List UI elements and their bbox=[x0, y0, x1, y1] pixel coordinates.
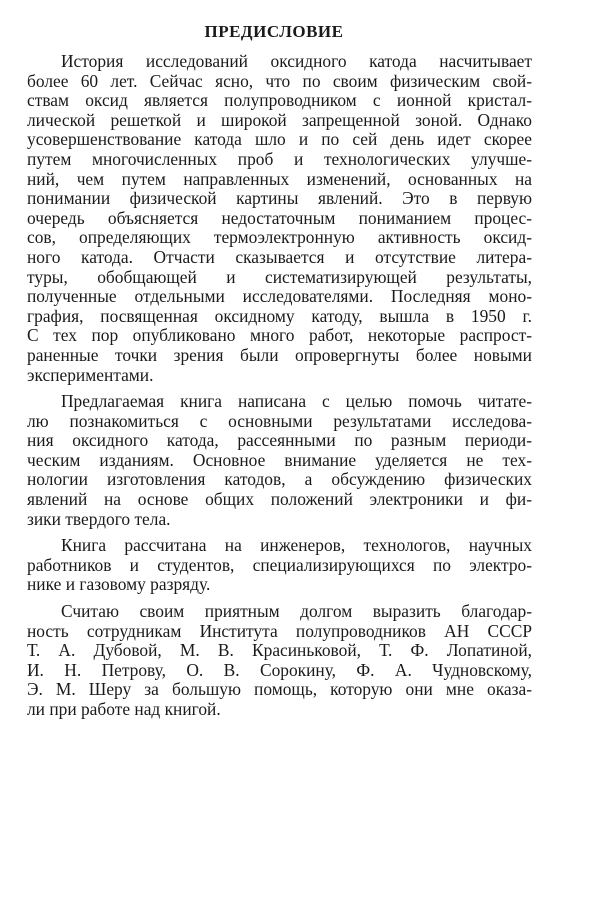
text-line: понимании физической картины явлений. Это в первую bbox=[27, 189, 532, 209]
text-line: Книга рассчитана на инженеров, технологов, научных bbox=[61, 536, 532, 556]
text-line: Т. А. Дубовой, М. В. Красиньковой, Т. Ф. Лопатиной, bbox=[27, 641, 532, 661]
text-line: Считаю своим приятным долгом выразить благодар- bbox=[61, 602, 532, 622]
paragraph bbox=[27, 52, 532, 385]
text-line: туры, обобщающей и систематизирующей результаты, bbox=[27, 267, 532, 287]
text-line: усовершенствование катода шло и по сей день идет скорее bbox=[27, 130, 532, 150]
text-line: ствам оксид является полупроводником с ионной кристал- bbox=[27, 91, 532, 111]
text-line: полученные отдельными исследователями. Последняя моно- bbox=[27, 287, 532, 307]
text-line: очередь объясняется недостаточным пониманием процес- bbox=[27, 208, 532, 228]
text-line: С тех пор опубликовано много работ, некоторые распрост- bbox=[27, 326, 532, 346]
text-line: работников и студентов, специализирующихся по электро- bbox=[27, 555, 532, 575]
text-line: ческим изданиям. Основное внимание уделяется не тех- bbox=[27, 450, 532, 470]
text-line: нике и газовому разряду. bbox=[27, 575, 211, 595]
text-line: История исследований оксидного катода насчитывает bbox=[61, 52, 532, 71]
text-line: более 60 лет. Сейчас ясно, что по своим физическим свой- bbox=[27, 71, 532, 91]
text-line: явлений на основе общих положений электроники и фи- bbox=[27, 490, 532, 510]
text-line: Предлагаемая книга написана с целью помочь читате- bbox=[61, 392, 532, 412]
paragraph-gap bbox=[27, 529, 532, 536]
text-line: лической решеткой и широкой запрещенной зоной. Однако bbox=[27, 110, 532, 130]
text-line: лю познакомиться с основными результатами исследова- bbox=[27, 411, 532, 431]
text-line: ли при работе над книгой. bbox=[27, 700, 221, 719]
text-line: Э. М. Шеру за большую помощь, которую они мне оказа- bbox=[27, 680, 532, 700]
paragraph bbox=[27, 602, 532, 720]
text-line: зики твердого тела. bbox=[27, 509, 171, 529]
text-line: экспериментами. bbox=[27, 365, 154, 385]
text-line: сов, определяющих термоэлектронную активность оксид- bbox=[27, 228, 532, 248]
text-line: ного катода. Отчасти сказывается и отсутствие литера- bbox=[27, 247, 532, 267]
text-line: раненные точки зрения были опровергнуты более новыми bbox=[27, 345, 532, 365]
paragraph-gap bbox=[27, 595, 532, 602]
preface-body bbox=[27, 52, 532, 720]
page-title: ПРЕДИСЛОВИЕ bbox=[204, 22, 344, 41]
text-line: И. Н. Петрову, О. В. Сорокину, Ф. А. Чудновскому, bbox=[27, 660, 532, 680]
paragraph bbox=[27, 392, 532, 529]
text-line: нологии изготовления катодов, а обсуждению физических bbox=[27, 470, 532, 490]
text-line: ний, чем путем направленных изменений, основанных на bbox=[27, 169, 532, 189]
paragraph-gap bbox=[27, 385, 532, 392]
paragraph bbox=[27, 536, 532, 595]
text-line: графия, посвященная оксидному катоду, вышла в 1950 г. bbox=[27, 306, 532, 326]
text-line: ния оксидного катода, рассеянными по разным периоди- bbox=[27, 431, 532, 451]
text-line: ность сотрудникам Института полупроводников АН СССР bbox=[27, 621, 532, 641]
text-line: путем многочисленных проб и технологических улучше- bbox=[27, 149, 532, 169]
